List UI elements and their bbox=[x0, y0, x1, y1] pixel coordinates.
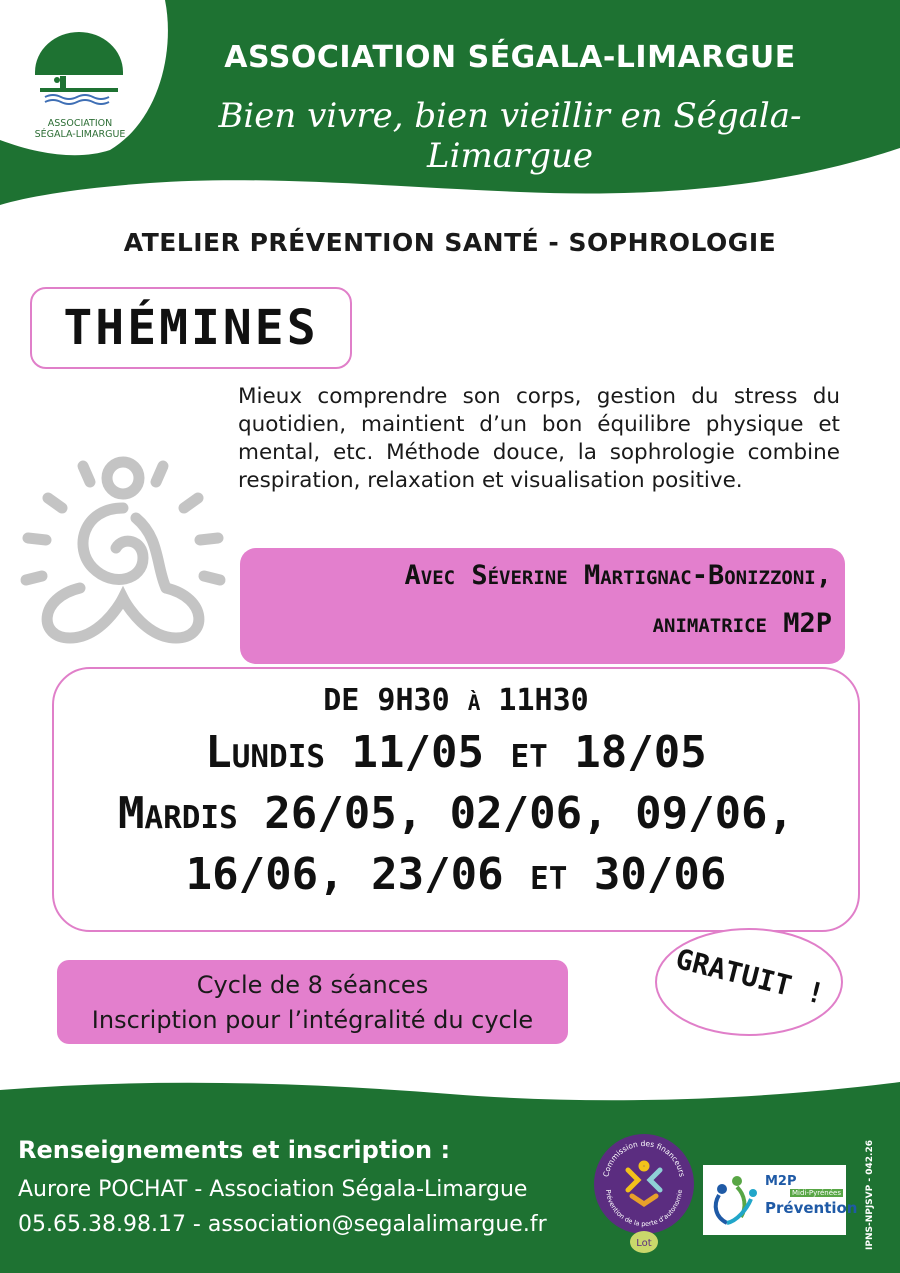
cfppa-bottom-text: Prévention de la perte d’autonomie bbox=[604, 1189, 685, 1229]
cycle-sessions: Cycle de 8 séances bbox=[196, 971, 429, 999]
meditation-figure-icon bbox=[18, 448, 228, 658]
m2p-name: M2P bbox=[765, 1174, 797, 1189]
ipns-notice: IPNS-NPJSVP - 042.26 bbox=[865, 1140, 875, 1250]
cfppa-badge-lot: Lot bbox=[636, 1238, 652, 1249]
animator-name: Avec Séverine Martignac-Bonizzoni, bbox=[404, 560, 832, 591]
dates-lundis: Lundis 11/05 et 18/05 bbox=[205, 727, 707, 778]
atelier-title: ATELIER PRÉVENTION SANTÉ - SOPHROLOGIE bbox=[123, 228, 777, 257]
logo-text-line1: ASSOCIATION bbox=[47, 118, 113, 129]
contact-heading: Renseignements et inscription : bbox=[18, 1136, 451, 1164]
gratuit-label: GRATUIT ! bbox=[672, 942, 828, 1011]
cycle-registration: Inscription pour l’intégralité du cycle bbox=[91, 1006, 534, 1034]
contact-details[interactable]: 05.65.38.98.17 - association@segalalimargue.fr bbox=[18, 1212, 547, 1237]
association-title: ASSOCIATION SÉGALA-LIMARGUE bbox=[224, 40, 796, 75]
contact-name: Aurore POCHAT - Association Ségala-Limargue bbox=[18, 1177, 528, 1202]
description: Mieux comprendre son corps, gestion du stress du quotidien, maintient d’un bon équilibre physique et mental, etc. Méthode douce, la sophrologie combine respiration, relaxation et visualisation positive. bbox=[238, 384, 840, 493]
session-time: DE 9H30 à 11H30 bbox=[323, 683, 589, 718]
town-name: THÉMINES bbox=[63, 300, 319, 356]
tagline: Bien vivre, bien vieillir en Ségala-Limargue bbox=[218, 96, 802, 176]
animator-role: animatrice M2P bbox=[652, 608, 832, 639]
town-box bbox=[30, 287, 352, 369]
cfppa-top-text: Commission des financeurs bbox=[601, 1138, 687, 1178]
logo-text-line2: SÉGALA-LIMARGUE bbox=[34, 129, 126, 140]
dates-mardis-line2: 16/06, 23/06 et 30/06 bbox=[185, 849, 727, 900]
dates-mardis-line1: Mardis 26/05, 02/06, 09/06, bbox=[117, 788, 795, 839]
m2p-region: Midi-Pyrénées bbox=[792, 1189, 841, 1197]
m2p-prevention-text: Prévention bbox=[765, 1199, 858, 1217]
m2p-figures-icon bbox=[707, 1165, 767, 1235]
association-logo bbox=[0, 0, 180, 150]
commission-financeurs-logo bbox=[592, 1132, 696, 1256]
